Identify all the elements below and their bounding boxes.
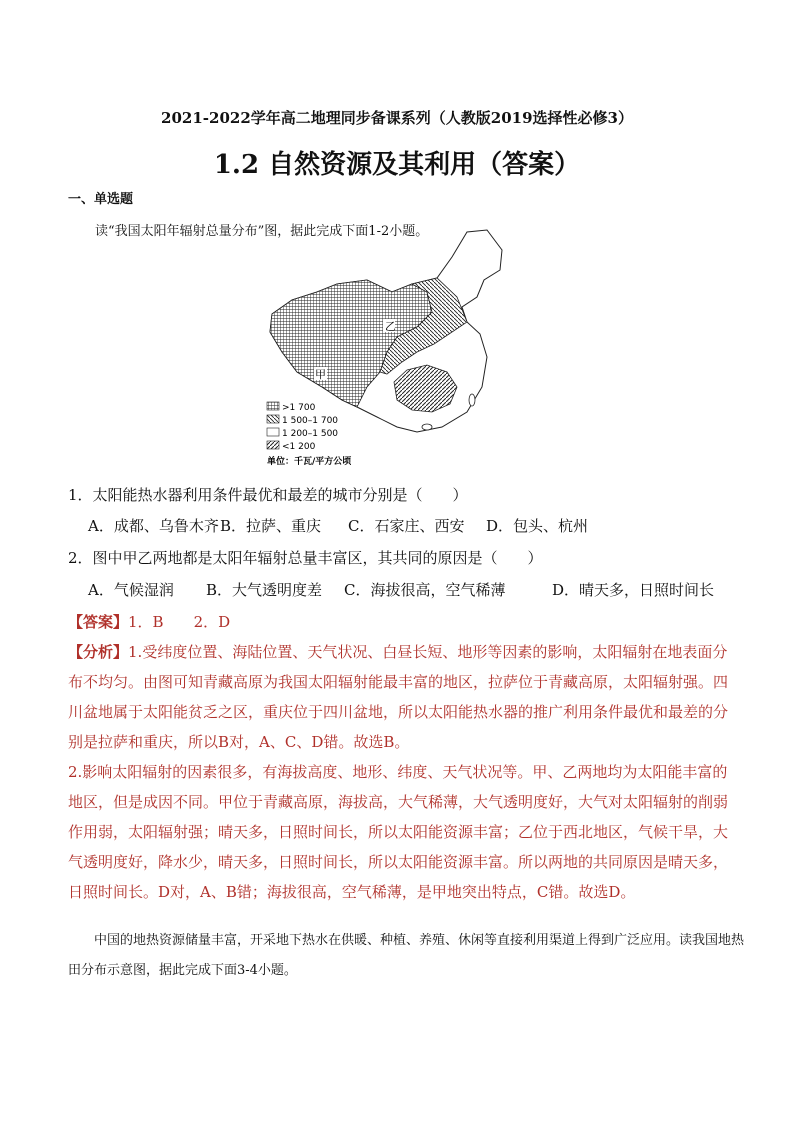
q1-option-a: A．成都、乌鲁木齐 [88,517,219,535]
answer-text: 1．B 2．D [128,613,231,631]
hainan-island [422,424,432,430]
series-heading: 2021-2022学年高二地理同步备课系列（人教版2019选择性必修3） [161,109,633,127]
label-jia: 甲 [315,368,326,381]
answer-tag: 【答案】 [68,613,129,631]
legend-swatch-blank [267,428,279,436]
q2-option-d: D．晴天多，日照时间长 [552,581,715,599]
china-solar-radiation-map [262,222,512,472]
q2-option-a: A．气候湿润 [88,581,174,599]
q1-option-d: D．包头、杭州 [486,517,589,535]
page-title: 1.2 自然资源及其利用（答案） [213,150,581,180]
q1-option-c: C．石家庄、西安 [348,517,465,535]
label-yi: 乙 [385,320,396,333]
taiwan-island [469,394,475,406]
question-2-stem: 2．图中甲乙两地都是太阳年辐射总量丰富区，其共同的原因是（ ） [68,549,543,567]
legend-swatch-grid [267,402,279,410]
legend-swatch-dhatch [267,415,279,423]
legend-swatch-fhatch [267,441,279,449]
analysis-paragraph-1 [68,637,728,757]
answer-line [68,611,230,632]
analysis-p1: 1.受纬度位置、海陆位置、天气状况、白昼长短、地形等因素的影响，太阳辐射在地表面分布不均匀。由图可知青藏高原为我国太阳辐射能最丰富的地区，拉萨位于青藏高原，太阳辐射强。四川盆地属于太阳能贫乏之区，重庆位于四川盆地，所以太阳能热水器的推广利用条件最优和最差的分别是拉萨和重庆，所以B对，A、C、D错。故选B。 [68,643,729,751]
legend-item: <1 200 [282,442,316,452]
legend-unit: 单位：千瓦/平方公顷 [267,457,352,467]
q1-option-b: B．拉萨、重庆 [220,517,322,535]
map-legend [267,402,351,467]
q2-option-c: C．海拔很高，空气稀薄 [344,581,506,599]
legend-item: 1 200–1 500 [282,429,339,439]
question-1-stem: 1．太阳能热水器利用条件最优和最差的城市分别是（ ） [68,486,468,504]
legend-item: >1 700 [282,403,316,413]
analysis-paragraph-2: 2.影响太阳辐射的因素很多，有海拔高度、地形、纬度、天气状况等。甲、乙两地均为太阳能丰富的地区，但是成因不同。甲位于青藏高原，海拔高，大气稀薄，大气透明度好，大气对太阳辐射的削弱作用弱，太阳辐射强；晴天多，日照时间长，所以太阳能资源丰富；乙位于西北地区，气候干旱，大气透明度好，降水少，晴天多，日照时间长，所以太阳能资源丰富。所以两地的共同原因是晴天多，日照时间长。D对，A、B错；海拔很高，空气稀薄，是甲地突出特点，C错。故选D。 [68,763,729,901]
legend-item: 1 500–1 700 [282,416,339,426]
question-intro: 读“我国太阳年辐射总量分布”图，据此完成下面1-2小题。 [95,224,429,239]
q2-option-b: B．大气透明度差 [206,581,323,599]
next-question-intro: 中国的地热资源储量丰富，开采地下热水在供暖、种植、养殖、休闲等直接利用渠道上得到广泛应用。读我国地热田分布示意图，据此完成下面3-4小题。 [68,933,745,978]
analysis-tag: 【分析】 [68,643,129,661]
analysis-block [68,637,728,907]
section-heading: 一、单选题 [68,192,134,207]
